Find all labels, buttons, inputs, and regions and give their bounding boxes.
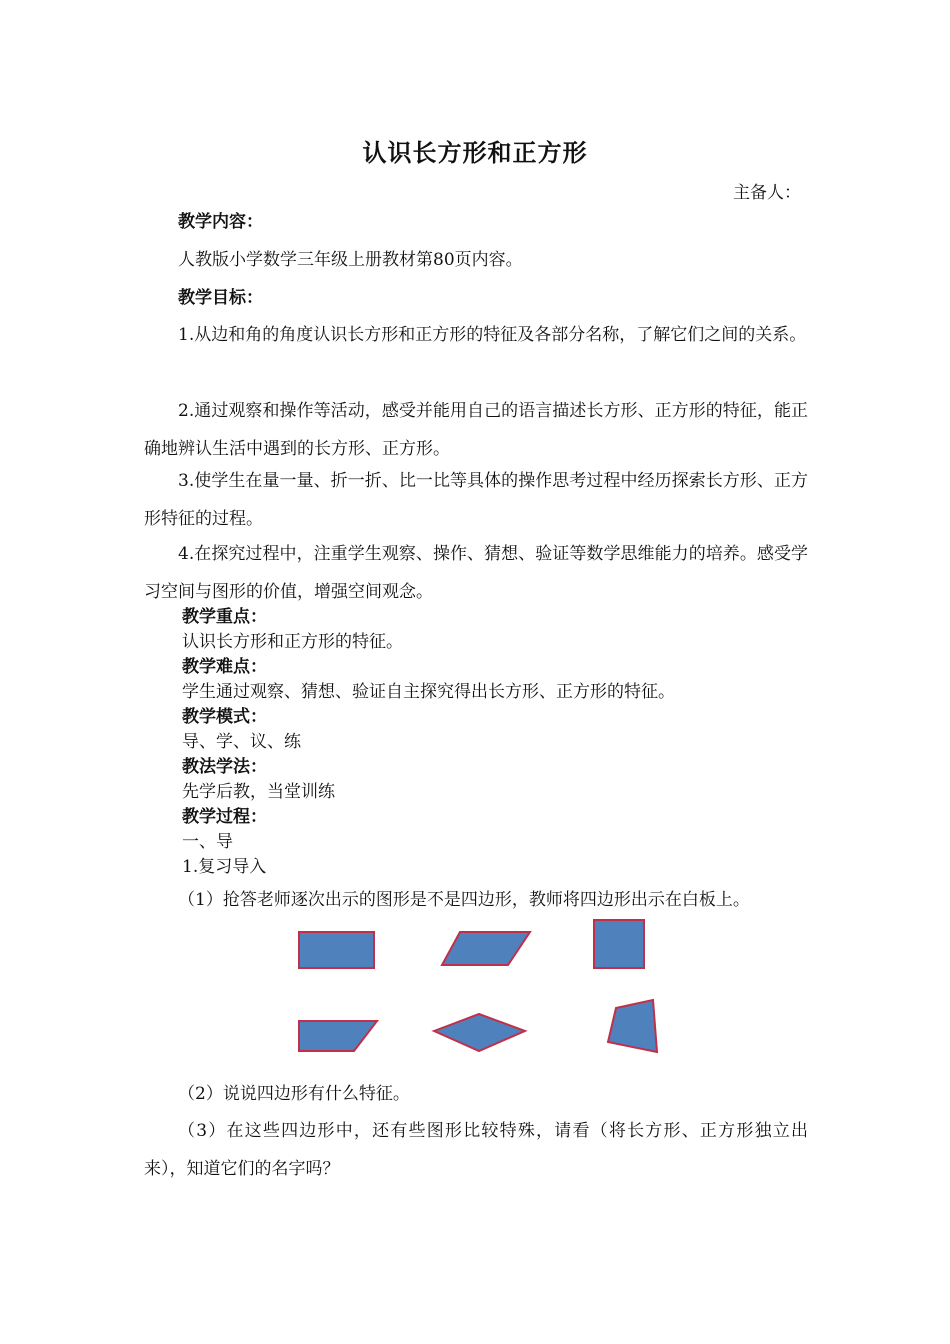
goal-2: 2.通过观察和操作等活动，感受并能用自己的语言描述长方形、正方形的特征，能正确地辨认生活中遇到的长方形、正方形。: [144, 401, 808, 459]
content-text: 人教版小学数学三年级上册教材第80页内容。: [178, 250, 523, 270]
goal-4: 4.在探究过程中，注重学生观察、操作、猜想、验证等数学思维能力的培养。感受学习空间与图形的价值，增强空间观念。: [144, 544, 808, 602]
square-shape: [594, 920, 644, 968]
mode-text: 导、学、议、练: [182, 732, 301, 752]
goals-heading: 教学目标：: [178, 288, 263, 308]
process-heading: 教学过程：: [182, 807, 267, 827]
parallelogram-shape: [442, 932, 530, 965]
goal-3: 3.使学生在量一量、折一折、比一比等具体的操作思考过程中经历探索长方形、正方形特征的过程。: [144, 471, 808, 529]
item-3: （3）在这些四边形中，还有些图形比较特殊，请看（将长方形、正方形独立出来），知道它们的名字吗？: [144, 1121, 808, 1179]
process-step: 一、导: [182, 832, 233, 852]
content-heading: 教学内容：: [178, 212, 263, 232]
key-heading: 教学重点：: [182, 607, 267, 627]
item-2: （2）说说四边形有什么特征。: [178, 1084, 410, 1104]
method-heading: 教法学法：: [182, 757, 267, 777]
key-text: 认识长方形和正方形的特征。: [182, 632, 403, 652]
rectangle-shape: [299, 932, 374, 968]
method-text: 先学后教，当堂训练: [182, 782, 335, 802]
goal-1: 1.从边和角的角度认识长方形和正方形的特征及各部分名称，了解它们之间的关系。: [178, 325, 807, 345]
irregular-quadrilateral-shape: [608, 1000, 657, 1052]
shapes-svg: [290, 918, 670, 1063]
quadrilateral-figure: [290, 918, 670, 1063]
process-sub: 1.复习导入: [182, 857, 267, 877]
mode-heading: 教学模式：: [182, 707, 267, 727]
preparer-label: 主备人：: [733, 183, 801, 203]
trapezoid-shape: [299, 1021, 377, 1051]
rhombus-shape: [434, 1014, 525, 1051]
page-title: 认识长方形和正方形: [362, 138, 588, 167]
difficulty-heading: 教学难点：: [182, 657, 267, 677]
item-1: （1）抢答老师逐次出示的图形是不是四边形，教师将四边形出示在白板上。: [178, 890, 750, 910]
difficulty-text: 学生通过观察、猜想、验证自主探究得出长方形、正方形的特征。: [182, 682, 675, 702]
